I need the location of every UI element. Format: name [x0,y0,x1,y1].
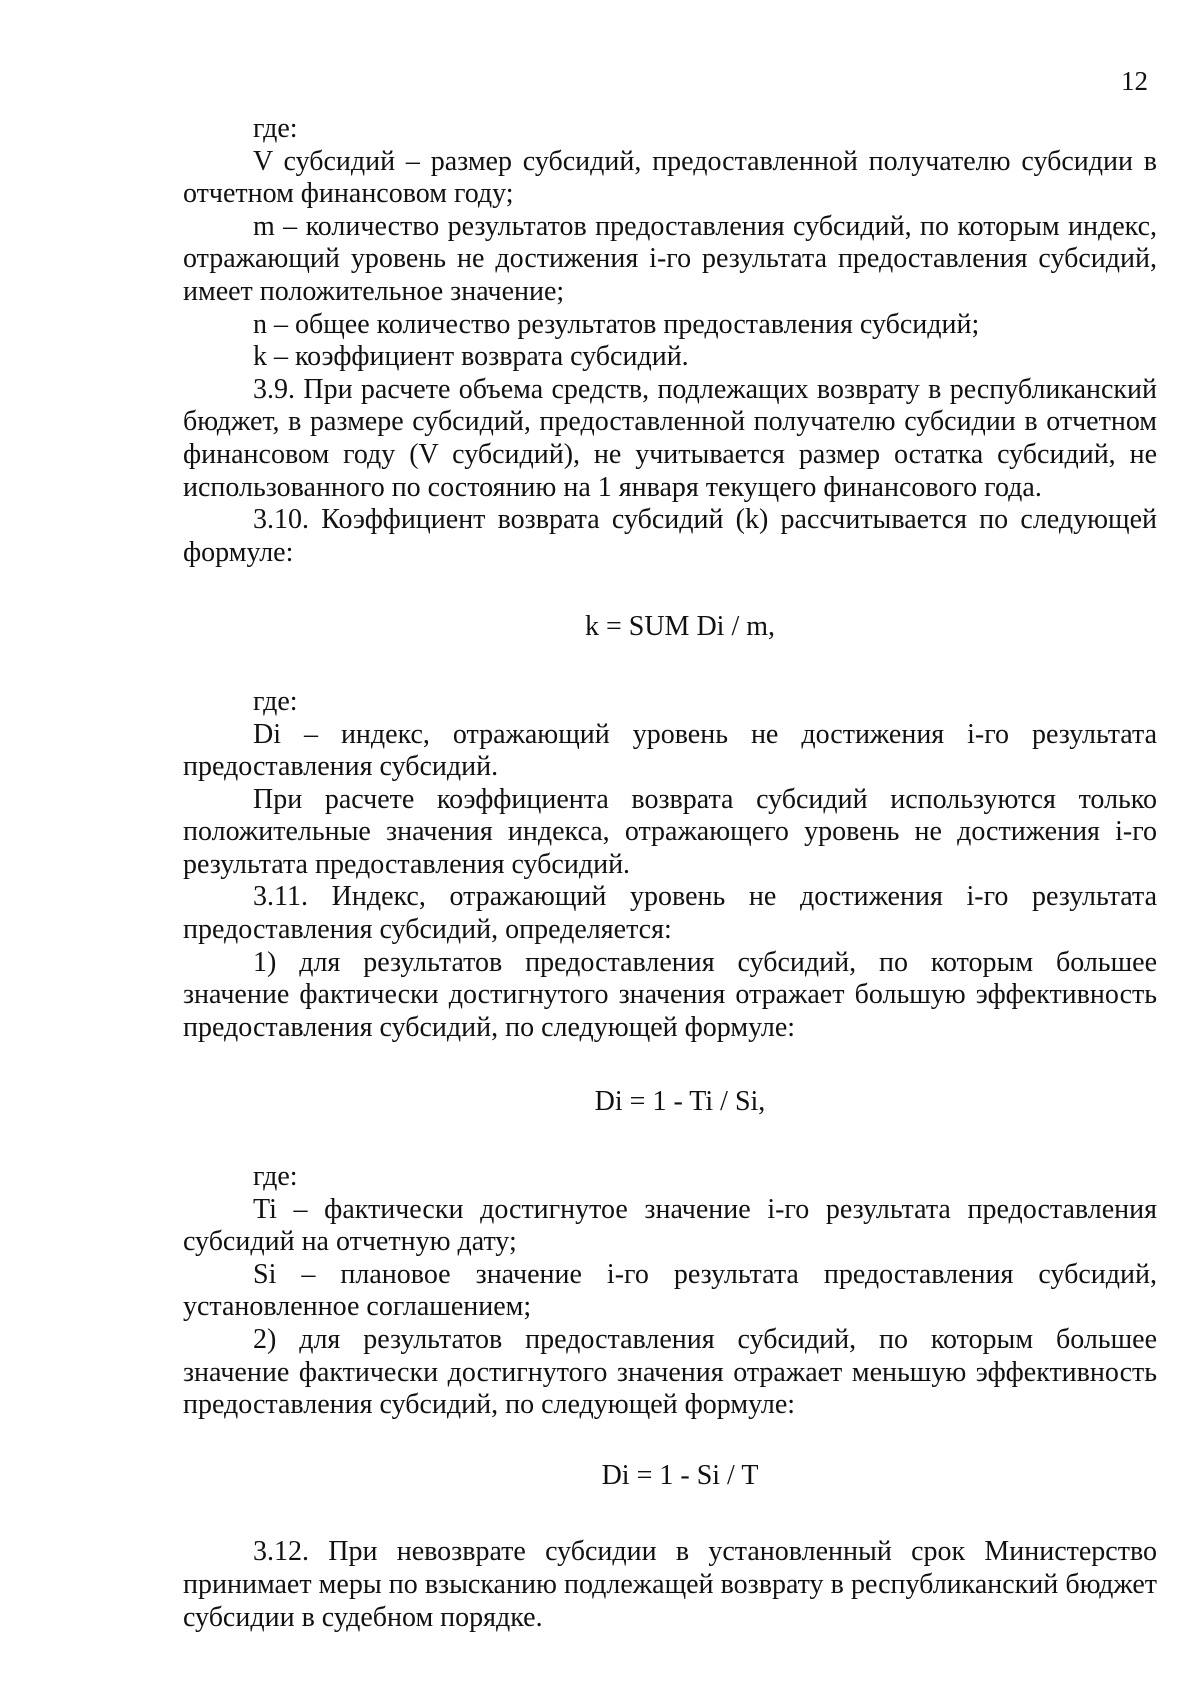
formula-di-2: Di = 1 - Si / T [601,1459,759,1491]
definition-ti: Ti – фактически достигнутое значение i-го результата предоставления субсидий на отчетную дату; [183,1193,1157,1258]
case-2: 2) для результатов предоставления субсидий, по которым большее значение фактически достигнутого значения отражает меньшую эффективность предоставления субсидий, по следующей формуле: [183,1324,1157,1421]
definition-m: m – количество результатов предоставления субсидий, по которым индекс, отражающий уровень не достижения i-го результата предоставления субсидий, имеет положительное значение; [183,210,1157,307]
clause-3-9: 3.9. При расчете объема средств, подлежащих возврату в республиканский бюджет, в размере субсидий, предоставленной получателю субсидии в отчетном финансовом году (V субсидий), не учитывается размер остатка субсидий, не использованного по состоянию на 1 января текущего финансового года. [183,373,1157,503]
positive-values-note: При расчете коэффициента возврата субсидий используются только положительные значения индекса, отражающего уровень не достижения i-го результата предоставления субсидий. [183,783,1157,880]
case-1: 1) для результатов предоставления субсидий, по которым большее значение фактически достигнутого значения отражает большую эффективность предоставления субсидий, по следующей формуле: [183,946,1157,1043]
definition-si: Si – плановое значение i-го результата предоставления субсидий, установленное соглашением; [183,1258,1157,1323]
clause-3-11: 3.11. Индекс, отражающий уровень не достижения i-го результата предоставления субсидий, определяется: [183,881,1157,946]
formula-k: k = SUM Di / m, [584,611,776,643]
where-label: где: [253,113,298,144]
document-body [183,113,1157,1634]
page-number: 12 [1121,66,1148,96]
clause-3-10: 3.10. Коэффициент возврата субсидий (k) рассчитывается по следующей формуле: [183,504,1157,568]
definition-di: Di – индекс, отражающий уровень не достижения i-го результата предоставления субсидий. [183,718,1157,783]
where-label: где: [253,1161,298,1193]
clause-3-12: 3.12. При невозврате субсидии в установленный срок Министерство принимает меры по взысканию подлежащей возврату в республиканский бюджет субсидии в судебном порядке. [183,1536,1157,1633]
definition-v-subsidies: V субсидий – размер субсидий, предоставленной получателю субсидии в отчетном финансовом году; [183,145,1157,210]
definition-n: n – общее количество результатов предоставления субсидий; [253,308,980,340]
where-label: где: [253,685,298,717]
formula-di-1: Di = 1 - Ti / Si, [594,1086,766,1118]
definition-k: k – коэффициент возврата субсидий. [253,341,689,373]
